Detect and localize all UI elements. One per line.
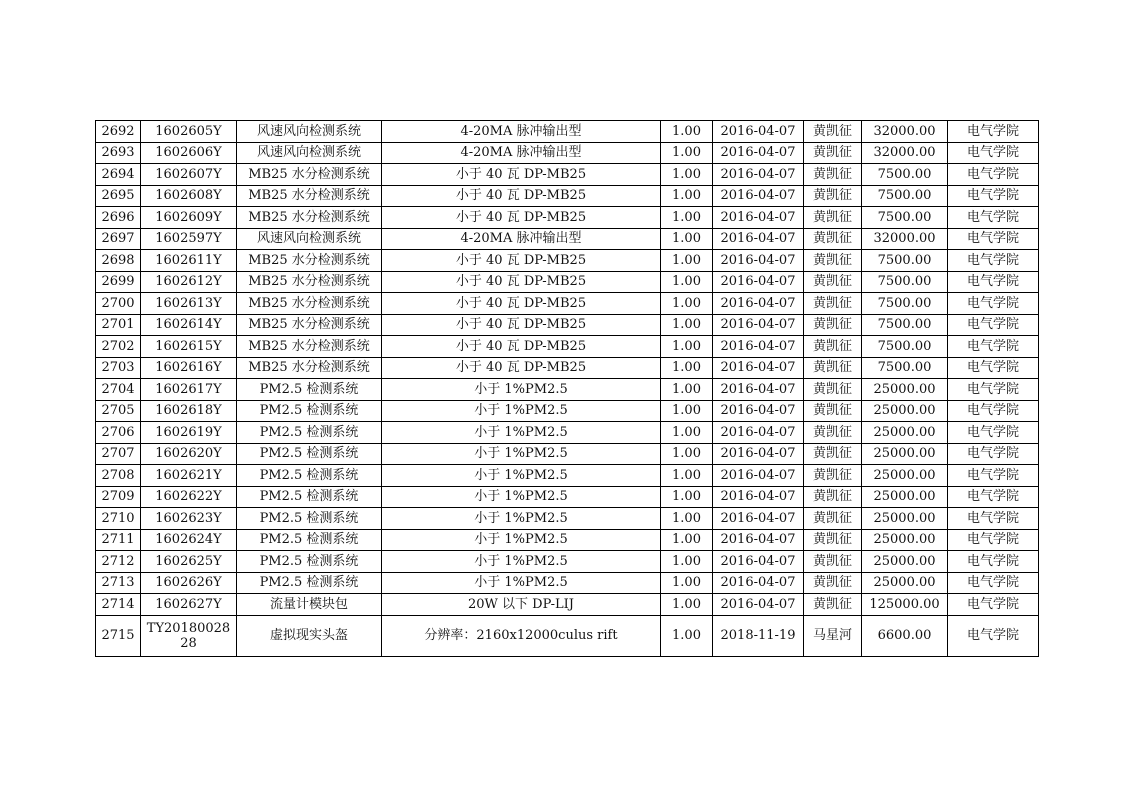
quantity-cell: 1.00 [661,529,713,551]
table-row [96,293,1039,315]
department-cell: 电气学院 [948,357,1039,379]
department-cell: 电气学院 [948,336,1039,358]
spec-cell: 小于 40 瓦 DP-MB25 [382,336,661,358]
date-cell: 2016-04-07 [713,293,804,315]
asset-code-cell: 1602611Y [141,250,237,272]
asset-name-cell: 流量计模块包 [237,594,382,616]
custodian-cell: 黄凯征 [804,293,862,315]
custodian-cell: 黄凯征 [804,529,862,551]
asset-code-cell: 1602615Y [141,336,237,358]
quantity-cell: 1.00 [661,615,713,656]
table-row [96,357,1039,379]
department-cell: 电气学院 [948,508,1039,530]
spec-cell: 小于 1%PM2.5 [382,529,661,551]
price-cell: 7500.00 [862,336,948,358]
price-cell: 25000.00 [862,551,948,573]
date-cell: 2016-04-07 [713,271,804,293]
quantity-cell: 1.00 [661,508,713,530]
custodian-cell: 黄凯征 [804,357,862,379]
quantity-cell: 1.00 [661,336,713,358]
asset-code-cell: 1602627Y [141,594,237,616]
department-cell: 电气学院 [948,379,1039,401]
quantity-cell: 1.00 [661,314,713,336]
custodian-cell: 黄凯征 [804,443,862,465]
asset-code-cell: 1602620Y [141,443,237,465]
asset-table [95,120,1039,657]
asset-name-cell: MB25 水分检测系统 [237,357,382,379]
asset-name-cell: PM2.5 检测系统 [237,529,382,551]
asset-code-cell: 1602621Y [141,465,237,487]
asset-code-cell: 1602597Y [141,228,237,250]
spec-cell: 小于 40 瓦 DP-MB25 [382,185,661,207]
spec-cell: 小于 1%PM2.5 [382,572,661,594]
table-row [96,271,1039,293]
asset-name-cell: PM2.5 检测系统 [237,465,382,487]
asset-code-cell: 1602605Y [141,121,237,143]
custodian-cell: 黄凯征 [804,142,862,164]
department-cell: 电气学院 [948,228,1039,250]
table-row [96,164,1039,186]
spec-cell: 4-20MA 脉冲输出型 [382,121,661,143]
asset-code-cell: 1602613Y [141,293,237,315]
spec-cell: 小于 1%PM2.5 [382,443,661,465]
asset-code-cell: 1602619Y [141,422,237,444]
serial-cell: 2696 [96,207,141,229]
quantity-cell: 1.00 [661,207,713,229]
asset-code-cell: 1602607Y [141,164,237,186]
table-row [96,142,1039,164]
quantity-cell: 1.00 [661,551,713,573]
department-cell: 电气学院 [948,207,1039,229]
price-cell: 25000.00 [862,379,948,401]
asset-code-cell: 1602625Y [141,551,237,573]
custodian-cell: 黄凯征 [804,572,862,594]
asset-name-cell: PM2.5 检测系统 [237,379,382,401]
asset-code-cell: 1602616Y [141,357,237,379]
asset-name-cell: PM2.5 检测系统 [237,551,382,573]
date-cell: 2016-04-07 [713,379,804,401]
table-row [96,336,1039,358]
department-cell: 电气学院 [948,486,1039,508]
table-row [96,314,1039,336]
date-cell: 2016-04-07 [713,336,804,358]
spec-cell: 小于 40 瓦 DP-MB25 [382,250,661,272]
price-cell: 32000.00 [862,121,948,143]
date-cell: 2016-04-07 [713,185,804,207]
department-cell: 电气学院 [948,551,1039,573]
serial-cell: 2711 [96,529,141,551]
quantity-cell: 1.00 [661,422,713,444]
table-row [96,529,1039,551]
asset-code-cell: 1602614Y [141,314,237,336]
date-cell: 2018-11-19 [713,615,804,656]
table-row [96,508,1039,530]
department-cell: 电气学院 [948,293,1039,315]
spec-cell: 小于 1%PM2.5 [382,508,661,530]
date-cell: 2016-04-07 [713,164,804,186]
price-cell: 25000.00 [862,572,948,594]
quantity-cell: 1.00 [661,228,713,250]
price-cell: 7500.00 [862,164,948,186]
spec-cell: 小于 40 瓦 DP-MB25 [382,164,661,186]
price-cell: 7500.00 [862,314,948,336]
department-cell: 电气学院 [948,271,1039,293]
custodian-cell: 黄凯征 [804,271,862,293]
table-row [96,400,1039,422]
department-cell: 电气学院 [948,465,1039,487]
table-row [96,443,1039,465]
custodian-cell: 黄凯征 [804,486,862,508]
serial-cell: 2709 [96,486,141,508]
price-cell: 7500.00 [862,207,948,229]
spec-cell: 小于 1%PM2.5 [382,400,661,422]
date-cell: 2016-04-07 [713,551,804,573]
asset-code-cell: 1602626Y [141,572,237,594]
department-cell: 电气学院 [948,164,1039,186]
asset-code-cell: 1602624Y [141,529,237,551]
serial-cell: 2695 [96,185,141,207]
serial-cell: 2707 [96,443,141,465]
quantity-cell: 1.00 [661,486,713,508]
department-cell: 电气学院 [948,572,1039,594]
table-row [96,615,1039,656]
asset-name-cell: 虚拟现实头盔 [237,615,382,656]
department-cell: 电气学院 [948,615,1039,656]
date-cell: 2016-04-07 [713,314,804,336]
table-row [96,121,1039,143]
serial-cell: 2697 [96,228,141,250]
date-cell: 2016-04-07 [713,207,804,229]
date-cell: 2016-04-07 [713,465,804,487]
quantity-cell: 1.00 [661,594,713,616]
asset-code-cell: 1602609Y [141,207,237,229]
price-cell: 32000.00 [862,142,948,164]
serial-cell: 2694 [96,164,141,186]
custodian-cell: 黄凯征 [804,207,862,229]
department-cell: 电气学院 [948,400,1039,422]
table-row [96,551,1039,573]
department-cell: 电气学院 [948,142,1039,164]
quantity-cell: 1.00 [661,293,713,315]
date-cell: 2016-04-07 [713,594,804,616]
serial-cell: 2705 [96,400,141,422]
custodian-cell: 黄凯征 [804,422,862,444]
serial-cell: 2706 [96,422,141,444]
price-cell: 25000.00 [862,508,948,530]
asset-name-cell: MB25 水分检测系统 [237,336,382,358]
table-row [96,486,1039,508]
asset-name-cell: 风速风向检测系统 [237,142,382,164]
serial-cell: 2714 [96,594,141,616]
spec-cell: 小于 1%PM2.5 [382,379,661,401]
spec-cell: 小于 40 瓦 DP-MB25 [382,357,661,379]
price-cell: 7500.00 [862,357,948,379]
serial-cell: 2704 [96,379,141,401]
custodian-cell: 黄凯征 [804,336,862,358]
spec-cell: 小于 1%PM2.5 [382,551,661,573]
table-row [96,250,1039,272]
spec-cell: 小于 40 瓦 DP-MB25 [382,271,661,293]
spec-cell: 小于 40 瓦 DP-MB25 [382,293,661,315]
quantity-cell: 1.00 [661,400,713,422]
serial-cell: 2703 [96,357,141,379]
serial-cell: 2701 [96,314,141,336]
price-cell: 25000.00 [862,529,948,551]
asset-code-cell: 1602618Y [141,400,237,422]
date-cell: 2016-04-07 [713,400,804,422]
table-row [96,228,1039,250]
asset-name-cell: PM2.5 检测系统 [237,443,382,465]
asset-code-cell: 1602622Y [141,486,237,508]
spec-cell: 小于 1%PM2.5 [382,486,661,508]
table-row [96,465,1039,487]
date-cell: 2016-04-07 [713,508,804,530]
quantity-cell: 1.00 [661,572,713,594]
department-cell: 电气学院 [948,185,1039,207]
custodian-cell: 黄凯征 [804,314,862,336]
price-cell: 125000.00 [862,594,948,616]
serial-cell: 2712 [96,551,141,573]
asset-name-cell: MB25 水分检测系统 [237,164,382,186]
date-cell: 2016-04-07 [713,357,804,379]
asset-code-cell: 1602617Y [141,379,237,401]
table-row [96,207,1039,229]
asset-name-cell: MB25 水分检测系统 [237,271,382,293]
serial-cell: 2708 [96,465,141,487]
custodian-cell: 黄凯征 [804,379,862,401]
asset-code-cell: 1602606Y [141,142,237,164]
custodian-cell: 黄凯征 [804,164,862,186]
price-cell: 25000.00 [862,465,948,487]
spec-cell: 小于 40 瓦 DP-MB25 [382,314,661,336]
date-cell: 2016-04-07 [713,142,804,164]
asset-name-cell: PM2.5 检测系统 [237,508,382,530]
department-cell: 电气学院 [948,443,1039,465]
asset-name-cell: PM2.5 检测系统 [237,400,382,422]
quantity-cell: 1.00 [661,465,713,487]
asset-name-cell: MB25 水分检测系统 [237,185,382,207]
custodian-cell: 黄凯征 [804,250,862,272]
quantity-cell: 1.00 [661,379,713,401]
price-cell: 7500.00 [862,293,948,315]
price-cell: 32000.00 [862,228,948,250]
asset-name-cell: MB25 水分检测系统 [237,250,382,272]
asset-name-cell: PM2.5 检测系统 [237,486,382,508]
asset-code-cell: 1602612Y [141,271,237,293]
table-row [96,185,1039,207]
custodian-cell: 黄凯征 [804,228,862,250]
asset-name-cell: PM2.5 检测系统 [237,572,382,594]
serial-cell: 2715 [96,615,141,656]
table-row [96,379,1039,401]
custodian-cell: 黄凯征 [804,465,862,487]
serial-cell: 2710 [96,508,141,530]
department-cell: 电气学院 [948,529,1039,551]
date-cell: 2016-04-07 [713,422,804,444]
asset-name-cell: PM2.5 检测系统 [237,422,382,444]
price-cell: 25000.00 [862,422,948,444]
asset-name-cell: 风速风向检测系统 [237,228,382,250]
quantity-cell: 1.00 [661,271,713,293]
table-row [96,422,1039,444]
date-cell: 2016-04-07 [713,228,804,250]
asset-name-cell: MB25 水分检测系统 [237,314,382,336]
quantity-cell: 1.00 [661,443,713,465]
asset-code-cell: 1602608Y [141,185,237,207]
date-cell: 2016-04-07 [713,486,804,508]
serial-cell: 2702 [96,336,141,358]
custodian-cell: 黄凯征 [804,185,862,207]
asset-name-cell: 风速风向检测系统 [237,121,382,143]
asset-table-container [95,120,1039,657]
serial-cell: 2692 [96,121,141,143]
spec-cell: 分辨率：2160x12000culus rift [382,615,661,656]
quantity-cell: 1.00 [661,164,713,186]
quantity-cell: 1.00 [661,142,713,164]
spec-cell: 4-20MA 脉冲输出型 [382,228,661,250]
spec-cell: 小于 1%PM2.5 [382,465,661,487]
date-cell: 2016-04-07 [713,121,804,143]
date-cell: 2016-04-07 [713,443,804,465]
price-cell: 25000.00 [862,443,948,465]
date-cell: 2016-04-07 [713,572,804,594]
price-cell: 7500.00 [862,250,948,272]
quantity-cell: 1.00 [661,357,713,379]
price-cell: 25000.00 [862,486,948,508]
department-cell: 电气学院 [948,250,1039,272]
asset-code-cell: 1602623Y [141,508,237,530]
custodian-cell: 黄凯征 [804,400,862,422]
spec-cell: 4-20MA 脉冲输出型 [382,142,661,164]
custodian-cell: 黄凯征 [804,551,862,573]
price-cell: 6600.00 [862,615,948,656]
serial-cell: 2713 [96,572,141,594]
table-row [96,572,1039,594]
custodian-cell: 黄凯征 [804,121,862,143]
table-row [96,594,1039,616]
serial-cell: 2700 [96,293,141,315]
price-cell: 7500.00 [862,271,948,293]
date-cell: 2016-04-07 [713,529,804,551]
serial-cell: 2693 [96,142,141,164]
department-cell: 电气学院 [948,422,1039,444]
department-cell: 电气学院 [948,594,1039,616]
quantity-cell: 1.00 [661,250,713,272]
asset-name-cell: MB25 水分检测系统 [237,207,382,229]
spec-cell: 20W 以下 DP-LIJ [382,594,661,616]
custodian-cell: 黄凯征 [804,594,862,616]
price-cell: 25000.00 [862,400,948,422]
serial-cell: 2699 [96,271,141,293]
spec-cell: 小于 40 瓦 DP-MB25 [382,207,661,229]
serial-cell: 2698 [96,250,141,272]
quantity-cell: 1.00 [661,185,713,207]
department-cell: 电气学院 [948,121,1039,143]
quantity-cell: 1.00 [661,121,713,143]
department-cell: 电气学院 [948,314,1039,336]
custodian-cell: 马星河 [804,615,862,656]
asset-code-cell: TY2018002828 [141,615,237,656]
price-cell: 7500.00 [862,185,948,207]
custodian-cell: 黄凯征 [804,508,862,530]
spec-cell: 小于 1%PM2.5 [382,422,661,444]
asset-name-cell: MB25 水分检测系统 [237,293,382,315]
date-cell: 2016-04-07 [713,250,804,272]
